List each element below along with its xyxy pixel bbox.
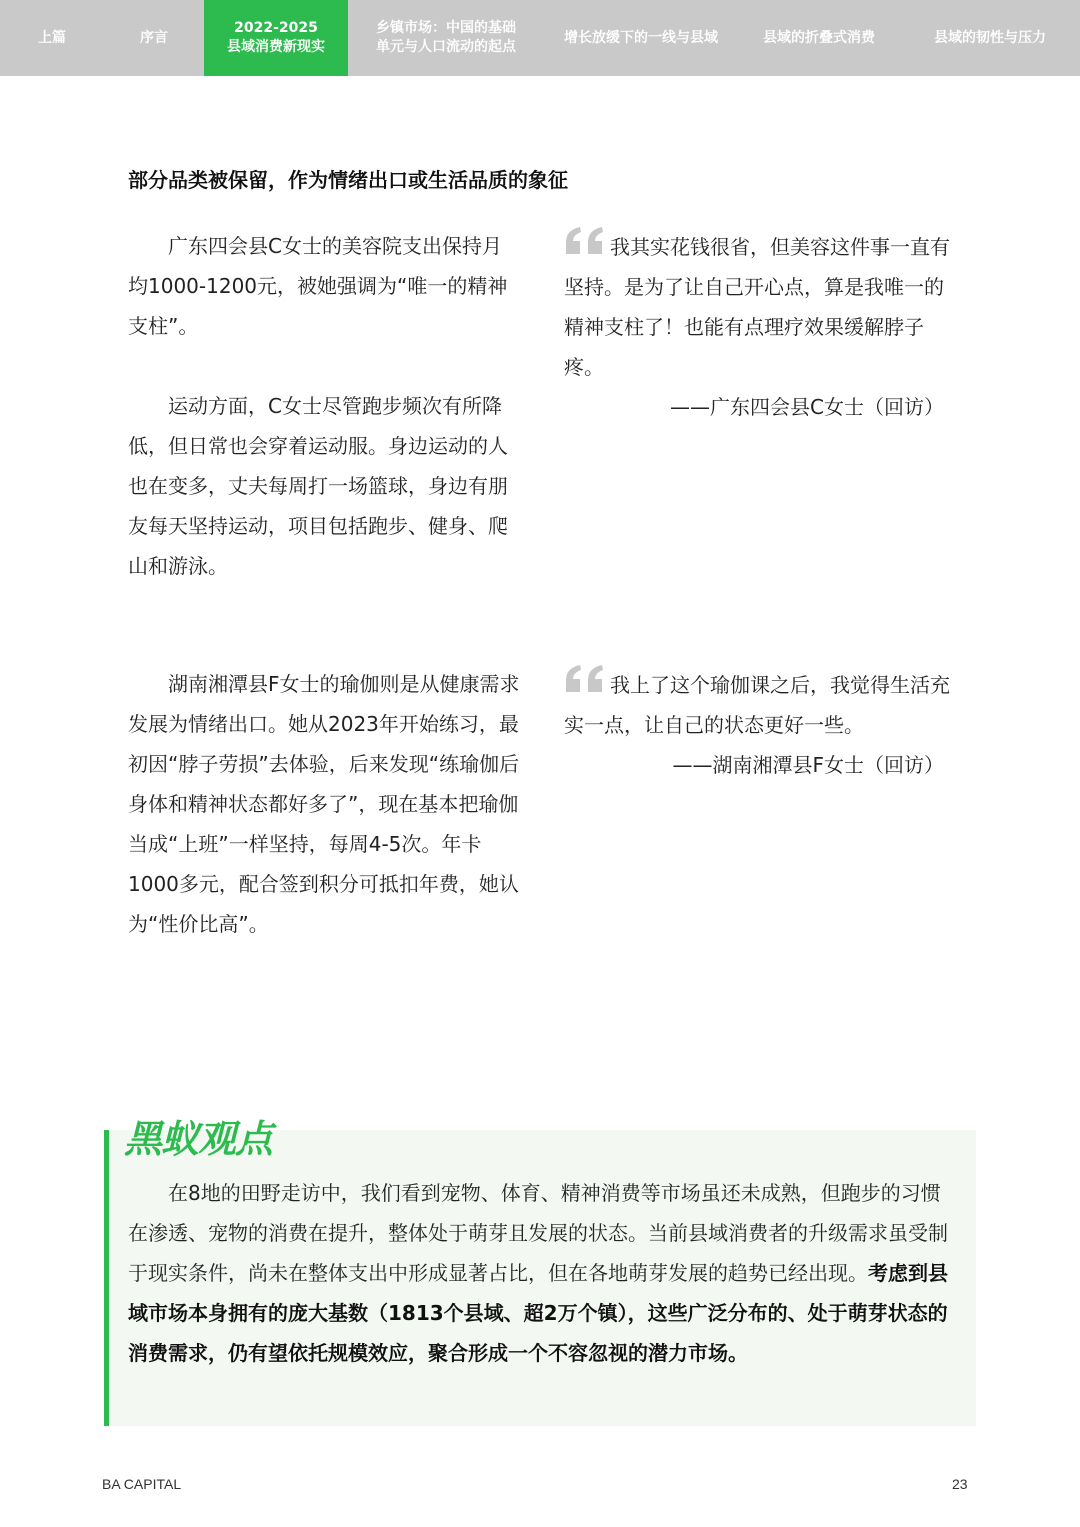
block1-quote-text: 我其实花钱很省，但美容这件事一直有坚持。是为了让自己开心点，算是我唯一的精神支柱了！也能有点理疗效果缓解脖子疼。	[564, 235, 950, 379]
block2-quote-text: 我上了这个瑜伽课之后，我觉得生活充实一点，让自己的状态更好一些。	[564, 673, 950, 737]
nav-tab-label: 县域的折叠式消费	[763, 29, 875, 46]
block2-quote-source: ——湖南湘潭县F女士（回访）	[672, 753, 944, 777]
nav-tab-label-line1: 2022-2025	[234, 20, 318, 36]
nav-tab-label-line2: 县域消费新现实	[227, 39, 325, 55]
block1-paragraph-2: 运动方面，C女士尽管跑步频次有所降低，但日常也会穿着运动服。身边运动的人也在变多，丈夫每周打一场篮球，身边有朋友每天坚持运动，项目包括跑步、健身、爬山和游泳。	[128, 394, 508, 578]
nav-tab-county-consumption-reality[interactable]	[204, 0, 348, 76]
nav-tab-part-one[interactable]	[0, 0, 104, 76]
block1-quote-source: ——广东四会县C女士（回访）	[670, 395, 944, 419]
nav-tab-label: 序言	[140, 29, 168, 46]
nav-tab-label-line1: 乡镇市场：中国的基础	[376, 20, 516, 36]
page-number: 23	[952, 1476, 968, 1492]
opinion-body	[128, 1173, 954, 1373]
quote-mark-icon	[564, 226, 606, 256]
nav-tab-preface[interactable]	[104, 0, 204, 76]
footer-brand: BA CAPITAL	[102, 1476, 182, 1492]
nav-tab-label-line2: 单元与人口流动的起点	[376, 39, 516, 55]
nav-tab-label: 上篇	[38, 29, 66, 46]
nav-tab-slowing-growth[interactable]	[544, 0, 738, 76]
nav-tab-label: 县域的韧性与压力	[934, 29, 1046, 46]
nav-tab-township-market[interactable]	[348, 0, 544, 76]
block1-quote	[564, 226, 956, 427]
block2-paragraph: 湖南湘潭县F女士的瑜伽则是从健康需求发展为情绪出口。她从2023年开始练习，最初因“脖子劳损”去体验，后来发现“练瑜伽后身体和精神状态都好多了”，现在基本把瑜伽当成“上班”一样坚持，每周4-5次。年卡1000多元，配合签到积分可抵扣年费，她认为“性价比高”。	[128, 672, 520, 936]
opinion-body-text: 在8地的田野走访中，我们看到宠物、体育、精神消费等市场虽还未成熟，但跑步的习惯在渗透、宠物的消费在提升，整体处于萌芽且发展的状态。当前县域消费者的升级需求虽受制于现实条件，尚未在整体支出中形成显著占比，但在各地萌芽发展的趋势已经出现。	[128, 1181, 948, 1285]
nav-tab-folded-consumption[interactable]	[738, 0, 900, 76]
opinion-body-bold-text: 考虑到县域市场本身拥有的庞大基数（1813个县域、超2万个镇），这些广泛分布的、处于萌芽状态的消费需求，仍有望依托规模效应，聚合形成一个不容忽视的潜力市场。	[128, 1261, 948, 1365]
nav-tab-resilience-pressure[interactable]	[900, 0, 1080, 76]
top-navigation	[0, 0, 1080, 76]
nav-tab-label: 增长放缓下的一线与县域	[564, 29, 718, 46]
opinion-title: 黑蚁观点	[124, 1116, 273, 1161]
block2-quote	[564, 664, 956, 785]
quote-mark-icon	[564, 664, 606, 694]
section-title: 部分品类被保留，作为情绪出口或生活品质的象征	[128, 168, 568, 192]
block1-paragraph-1: 广东四会县C女士的美容院支出保持月均1000-1200元，被她强调为“唯一的精神支柱”。	[128, 234, 508, 338]
